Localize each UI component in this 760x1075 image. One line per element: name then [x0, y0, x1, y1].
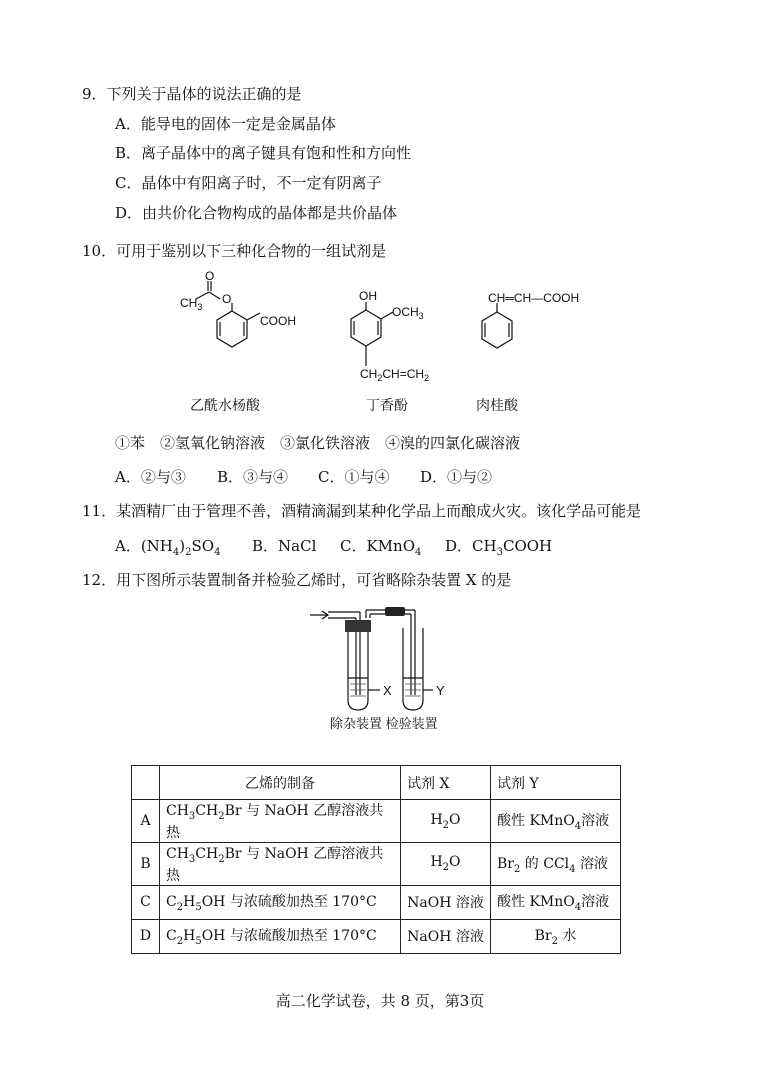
s2-name: 丁香酚	[366, 397, 408, 413]
q12-table	[131, 765, 621, 954]
table-row	[132, 800, 621, 843]
apparatus-caption: 除杂装置 检验装置	[330, 716, 438, 731]
row-prep: $CH_3CH_2Br$ 与 NaOH 乙醇溶液共热	[160, 800, 401, 843]
q12-apparatus	[300, 600, 470, 735]
x-label: X	[383, 683, 392, 698]
q11-stem: 11．某酒精厂由于管理不善，酒精滴漏到某种化学品上而酿成火灾。该化学品可能是	[82, 502, 642, 520]
row-key: C	[132, 885, 160, 919]
table-header-cell	[132, 766, 160, 800]
q9-stem: 9．下列关于晶体的说法正确的是	[82, 85, 302, 103]
row-key: B	[132, 842, 160, 885]
q11-option-c: C．KMnO$_4$	[340, 537, 422, 558]
s1-name: 乙酰水杨酸	[190, 397, 260, 413]
s3-name: 肉桂酸	[476, 397, 518, 413]
q10-option-b: B．③与④	[217, 468, 289, 486]
q10-reagents: ①苯 ②氢氧化钠溶液 ③氯化铁溶液 ④溴的四氯化碳溶液	[115, 434, 521, 452]
row-reagent-x: $H_2O$	[401, 842, 491, 885]
q10-structures	[160, 270, 600, 420]
s1-ch3: $CH_3$	[180, 296, 203, 312]
row-reagent-y: $Br_2$ 水	[491, 919, 621, 953]
s1-cooh: COOH	[260, 314, 296, 328]
q10-stem: 10．可用于鉴别以下三种化合物的一组试剂是	[82, 242, 387, 260]
row-reagent-x: $H_2O$	[401, 800, 491, 843]
x-stopper	[345, 620, 371, 632]
table-row	[132, 919, 621, 953]
q9-option-c: C．晶体中有阳离子时，不一定有阴离子	[115, 174, 382, 192]
s1-carbonyl-o: O	[205, 270, 215, 283]
table-header-row	[132, 766, 621, 800]
row-reagent-x: NaOH 溶液	[401, 919, 491, 953]
table-row	[132, 842, 621, 885]
q11-option-a: A．$(NH_4)_2SO_4$	[115, 537, 221, 558]
y-label: Y	[436, 683, 445, 698]
q12-stem: 12．用下图所示装置制备并检验乙烯时，可省略除杂装置 X 的是	[82, 571, 512, 589]
row-key: D	[132, 919, 160, 953]
cinnamic-acid-structure	[482, 303, 512, 348]
row-prep: $CH_3CH_2Br$ 与 NaOH 乙醇溶液共热	[160, 842, 401, 885]
s3-chain: CH═CH—COOH	[488, 291, 580, 305]
table-header-cell: 试剂 X	[401, 766, 491, 800]
q10-option-d: D．①与②	[420, 468, 493, 486]
q9-option-d: D．由共价化合物构成的晶体都是共价晶体	[115, 204, 398, 222]
row-reagent-y: $Br_2$ 的 CCl$_4$ 溶液	[491, 842, 621, 885]
row-reagent-x: NaOH 溶液	[401, 885, 491, 919]
s2-oh: OH	[359, 289, 377, 303]
row-reagent-y: 酸性 KMnO$_4$溶液	[491, 800, 621, 843]
table-header-cell: 试剂 Y	[491, 766, 621, 800]
q11-option-d: D．$CH_3COOH$	[445, 537, 553, 558]
q9-option-b: B．离子晶体中的离子键具有饱和性和方向性	[115, 144, 412, 162]
row-reagent-y: 酸性 KMnO$_4$溶液	[491, 885, 621, 919]
acetylsalicylic-acid-structure	[196, 281, 260, 347]
page-footer: 高二化学试卷，共 8 页，第3页	[275, 992, 485, 1010]
row-prep: $C_2H_5OH$ 与浓硫酸加热至 170°C	[160, 919, 401, 953]
table-row	[132, 885, 621, 919]
s2-och3: $OCH_3$	[392, 305, 424, 321]
row-key: A	[132, 800, 160, 843]
q10-option-a: A．②与③	[115, 468, 186, 486]
q11-option-b: B．NaCl	[252, 537, 317, 555]
table-header-cell: 乙烯的制备	[160, 766, 401, 800]
q10-option-c: C．①与④	[318, 468, 390, 486]
rubber-connector	[385, 607, 405, 616]
s2-allyl: $CH_2CH=CH_2$	[360, 367, 430, 383]
row-prep: $C_2H_5OH$ 与浓硫酸加热至 170°C	[160, 885, 401, 919]
s1-ester-o: O	[222, 292, 232, 306]
q9-option-a: A．能导电的固体一定是金属晶体	[115, 115, 336, 133]
eugenol-structure	[351, 302, 393, 366]
